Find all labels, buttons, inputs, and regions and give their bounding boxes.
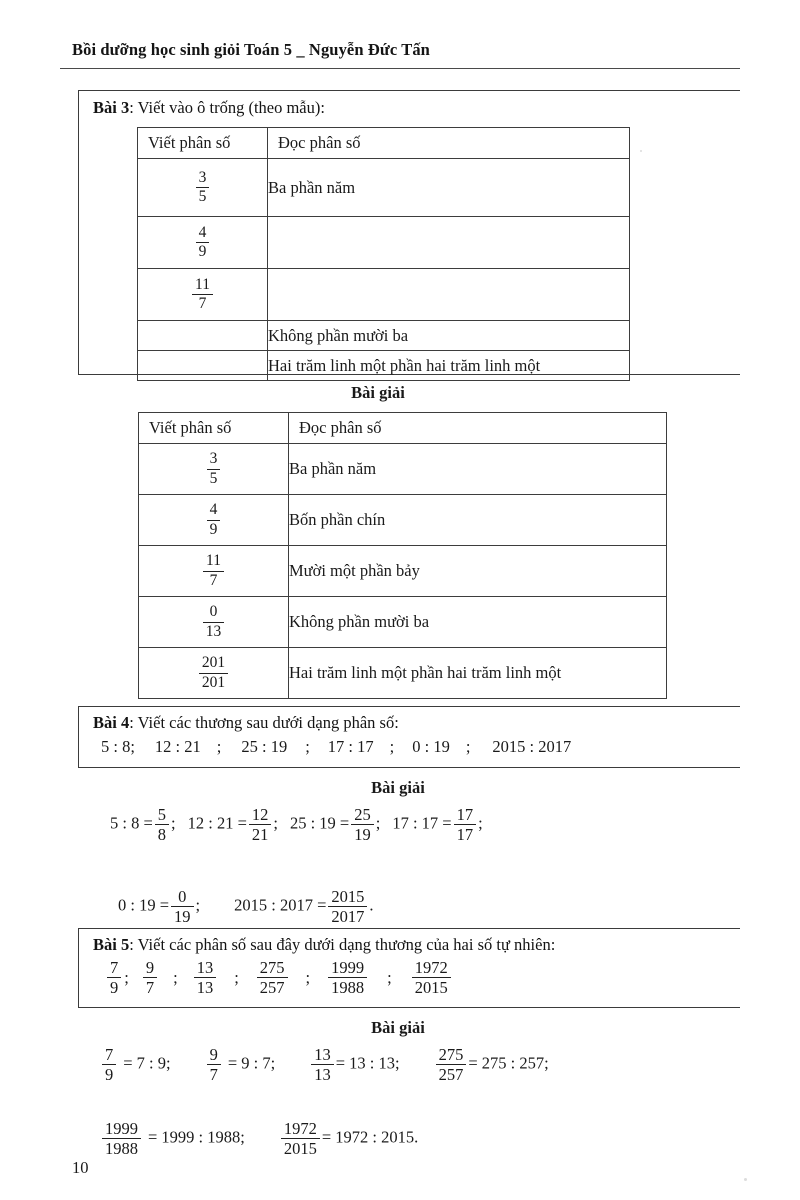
equation-rhs: = 7 : 9; (123, 1053, 171, 1073)
fraction-denominator: 8 (155, 824, 169, 843)
fraction-numerator: 13 (314, 1045, 331, 1064)
fraction-numerator: 2015 (331, 887, 365, 906)
table-row (139, 495, 667, 546)
table-header-row (138, 128, 630, 159)
equation-rhs: = 275 : 257; (468, 1053, 549, 1073)
scan-speck (744, 1178, 747, 1181)
separator: ; (173, 967, 178, 987)
fraction-denominator: 13 (311, 1064, 334, 1083)
bai3-table (137, 127, 630, 381)
table-row (138, 217, 630, 269)
bai4-item: ; (465, 737, 471, 756)
fraction (194, 959, 217, 996)
fraction-denominator: 2015 (412, 977, 451, 996)
bai4-prompt-text: : Viết các thương sau dưới dạng phân số: (129, 713, 399, 732)
bai5-label: Bài 5 (93, 935, 130, 954)
separator: ; (305, 967, 311, 987)
fraction-numerator: 9 (145, 958, 155, 977)
fraction-numerator: 1972 (283, 1119, 317, 1138)
fraction-numerator: 0 (209, 603, 218, 621)
fraction-numerator: 9 (209, 1045, 218, 1064)
cell-fraction (138, 217, 268, 269)
table-row (139, 546, 667, 597)
fraction (257, 959, 288, 996)
fraction-numerator: 4 (209, 501, 218, 519)
fraction (203, 553, 224, 588)
bai5-prompt (79, 929, 740, 956)
fraction-denominator: 9 (207, 520, 221, 538)
fraction-numerator: 13 (196, 958, 214, 977)
equation-tail: ; (171, 813, 176, 833)
equation-lhs: 2015 : 2017 = (234, 895, 327, 915)
exercise-box-bai5 (78, 928, 740, 1008)
bai3-label: Bài 3 (93, 98, 130, 117)
table-row (138, 321, 630, 351)
exercise-box-bai4 (78, 706, 740, 768)
bai4-item: 0 : 19 (412, 737, 450, 756)
bai4-solution-line-2 (118, 888, 374, 925)
fraction-denominator: 21 (249, 824, 272, 843)
fraction-numerator: 1999 (331, 958, 365, 977)
fraction-numerator: 17 (456, 805, 474, 824)
fraction-denominator: 19 (351, 824, 374, 843)
equation-rhs: = 9 : 7; (227, 1053, 276, 1073)
equation-lhs: 25 : 19 = (289, 813, 350, 833)
equation-rhs: = 13 : 13; (335, 1053, 400, 1073)
fraction-denominator: 7 (143, 977, 157, 996)
fraction-denominator: 7 (192, 294, 213, 312)
bai4-item: 2015 : 2017 (492, 737, 572, 756)
fraction-denominator: 19 (171, 906, 194, 925)
fraction-numerator: 201 (201, 654, 226, 672)
fraction-numerator: 25 (354, 805, 371, 824)
fraction-denominator: 9 (107, 977, 121, 996)
bai3-solution-heading: Bài giải (351, 383, 405, 402)
table-row (138, 269, 630, 321)
fraction-denominator: 5 (207, 469, 221, 487)
cell-fraction (138, 269, 268, 321)
fraction-numerator: 12 (251, 805, 269, 824)
fraction-denominator: 2017 (328, 906, 367, 925)
bai4-item: ; (389, 737, 395, 756)
fraction-denominator: 13 (203, 622, 225, 640)
fraction-numerator: 275 (438, 1045, 464, 1064)
fraction (207, 1046, 221, 1083)
table-header-write: Viết phân số (139, 413, 289, 444)
bai4-item: 5 : 8; (101, 737, 135, 756)
table-header-read: Đọc phân số (268, 128, 630, 159)
fraction-numerator: 7 (105, 1045, 114, 1064)
fraction-numerator: 0 (178, 887, 187, 906)
bai4-item: 17 : 17 (327, 737, 374, 756)
fraction (171, 888, 194, 925)
fraction (249, 806, 272, 843)
bai4-prompt (79, 707, 740, 734)
fraction-numerator: 1999 (105, 1119, 138, 1138)
running-head-rule (60, 68, 740, 69)
fraction-numerator: 5 (157, 805, 167, 824)
bai3-prompt-text: : Viết vào ô trống (theo mẫu): (129, 98, 325, 117)
fraction (454, 806, 477, 843)
fraction-denominator: 7 (207, 1064, 221, 1083)
table-header-write: Viết phân số (138, 128, 268, 159)
fraction-denominator: 9 (102, 1064, 116, 1083)
bai5-solution-heading: Bài giải (371, 1018, 425, 1037)
equation-lhs: 5 : 8 = (110, 813, 153, 833)
cell-fraction (138, 321, 268, 351)
cell-reading: Bốn phần chín (289, 495, 667, 546)
bai5-fraction-list (105, 959, 453, 996)
separator: ; (234, 967, 239, 987)
page-number: 10 (72, 1158, 89, 1177)
equation-lhs: 0 : 19 = (118, 895, 170, 915)
cell-fraction (139, 444, 289, 495)
equation-rhs: = 1999 : 1988; (148, 1127, 245, 1147)
fraction (328, 888, 367, 925)
fraction (196, 170, 210, 205)
cell-fraction (138, 159, 268, 217)
separator: ; (124, 967, 129, 987)
scan-speck (640, 150, 642, 152)
fraction-denominator: 257 (257, 977, 288, 996)
fraction-numerator: 3 (209, 450, 218, 468)
cell-reading: Mười một phần bảy (289, 546, 667, 597)
fraction-numerator: 7 (110, 958, 119, 977)
cell-fraction (139, 648, 289, 699)
cell-fraction (139, 597, 289, 648)
fraction (203, 604, 225, 639)
equation-lhs: 12 : 21 = (187, 813, 247, 833)
fraction (196, 225, 210, 260)
fraction (102, 1046, 116, 1083)
bai3-solution-table (138, 412, 667, 699)
fraction (207, 502, 221, 537)
cell-reading: Ba phần năm (268, 159, 630, 217)
fraction (143, 959, 157, 996)
fraction-numerator: 4 (198, 223, 207, 241)
equation-rhs: = 1972 : 2015. (321, 1127, 419, 1147)
cell-reading (268, 269, 630, 321)
equation-lhs: 17 : 17 = (392, 813, 452, 833)
cell-fraction (138, 351, 268, 381)
cell-reading: Không phần mười ba (268, 321, 630, 351)
table-header-read: Đọc phân số (289, 413, 667, 444)
separator: ; (387, 967, 392, 987)
equation-tail: ; (273, 813, 278, 833)
equation-tail: ; (195, 895, 201, 915)
table-header-row (139, 413, 667, 444)
table-row (138, 159, 630, 217)
bai3-prompt (79, 91, 740, 119)
fraction-numerator: 3 (198, 168, 207, 186)
table-row (139, 597, 667, 648)
fraction (199, 655, 228, 690)
fraction-denominator: 1988 (102, 1138, 141, 1157)
equation-tail: ; (478, 813, 483, 833)
fraction-denominator: 7 (203, 571, 224, 589)
fraction-numerator: 11 (195, 275, 210, 293)
exercise-box-bai3 (78, 90, 740, 375)
cell-reading: Hai trăm linh một phần hai trăm linh một (289, 648, 667, 699)
cell-reading: Ba phần năm (289, 444, 667, 495)
cell-fraction (139, 495, 289, 546)
fraction (107, 959, 121, 996)
fraction-numerator: 1972 (414, 958, 448, 977)
cell-reading: Hai trăm linh một phần hai trăm linh một (268, 351, 630, 381)
bai4-item: 12 : 21 (154, 737, 201, 756)
fraction-denominator: 13 (194, 977, 217, 996)
equation-tail: ; (375, 813, 381, 833)
table-row (139, 648, 667, 699)
bai4-item: ; (305, 737, 310, 756)
fraction-denominator: 17 (454, 824, 477, 843)
fraction-numerator: 11 (206, 552, 221, 570)
fraction-denominator: 5 (196, 187, 210, 205)
fraction (351, 806, 374, 843)
fraction (436, 1046, 467, 1083)
bai4-solution-line-1 (110, 806, 483, 843)
fraction-numerator: 275 (259, 958, 285, 977)
fraction-denominator: 257 (436, 1064, 467, 1083)
fraction (102, 1120, 141, 1157)
table-row (139, 444, 667, 495)
bai5-solution-line-1 (100, 1046, 549, 1083)
fraction-denominator: 201 (199, 673, 228, 691)
fraction-denominator: 1988 (328, 977, 367, 996)
bai4-item: ; (216, 737, 222, 756)
fraction (412, 959, 451, 996)
fraction-denominator: 2015 (281, 1138, 320, 1157)
bai4-solution-heading: Bài giải (371, 778, 425, 797)
cell-fraction (139, 546, 289, 597)
fraction-denominator: 9 (196, 242, 210, 260)
bai4-item: 25 : 19 (241, 737, 288, 756)
bai4-label: Bài 4 (93, 713, 130, 732)
fraction (328, 959, 367, 996)
table-row (138, 351, 630, 381)
cell-reading: Không phần mười ba (289, 597, 667, 648)
cell-reading (268, 217, 630, 269)
fraction (311, 1046, 334, 1083)
fraction (281, 1120, 320, 1157)
fraction (155, 806, 169, 843)
fraction (207, 451, 221, 486)
running-head: Bồi dưỡng học sinh giỏi Toán 5 _ Nguyễn Đức Tấn (72, 40, 430, 59)
fraction (192, 277, 213, 312)
equation-tail: . (369, 895, 374, 915)
bai5-solution-line-2 (100, 1120, 418, 1157)
bai5-prompt-text: : Viết các phân số sau đây dưới dạng thương của hai số tự nhiên: (129, 935, 556, 954)
bai4-items (101, 737, 741, 757)
